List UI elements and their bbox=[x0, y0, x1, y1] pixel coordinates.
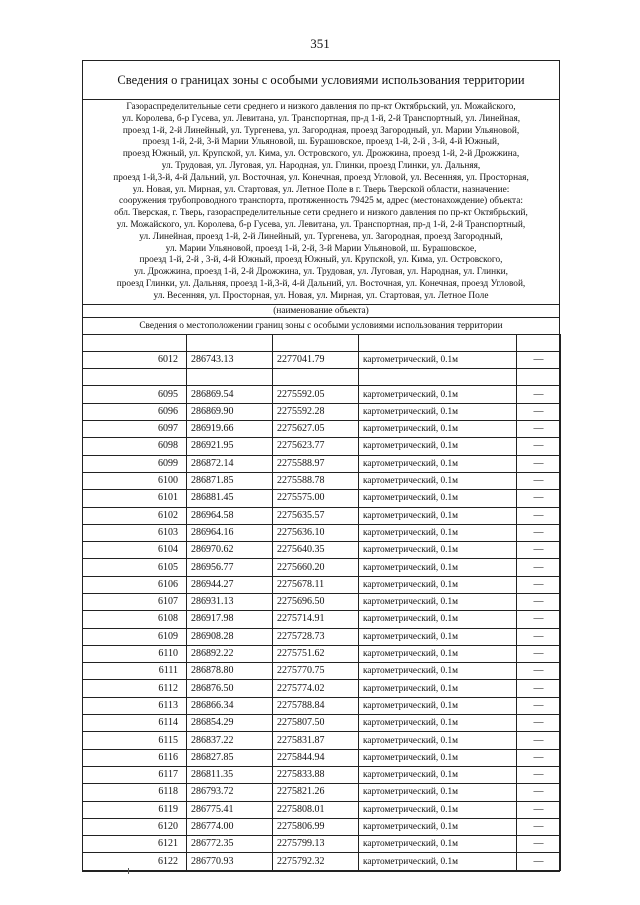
x-coordinate: 286881.45 bbox=[187, 490, 273, 507]
dash-cell: — bbox=[517, 576, 561, 593]
y-coordinate: 2275799.13 bbox=[273, 836, 359, 853]
point-number: 6103 bbox=[83, 524, 187, 541]
empty-cell bbox=[359, 369, 517, 386]
y-coordinate: 2275831.87 bbox=[273, 732, 359, 749]
x-coordinate: 286876.50 bbox=[187, 680, 273, 697]
determination-method: картометрический, 0.1м bbox=[359, 594, 517, 611]
point-number: 6119 bbox=[83, 801, 187, 818]
x-coordinate: 286917.98 bbox=[187, 611, 273, 628]
determination-method: картометрический, 0.1м bbox=[359, 490, 517, 507]
x-coordinate: 286931.13 bbox=[187, 594, 273, 611]
dash-cell: — bbox=[517, 818, 561, 835]
y-coordinate: 2275807.50 bbox=[273, 715, 359, 732]
dash-cell: — bbox=[517, 559, 561, 576]
determination-method: картометрический, 0.1м bbox=[359, 663, 517, 680]
pen-mark bbox=[128, 868, 129, 874]
empty-cell bbox=[273, 369, 359, 386]
table-row bbox=[83, 403, 561, 420]
determination-method: картометрический, 0.1м bbox=[359, 524, 517, 541]
table-row bbox=[83, 490, 561, 507]
point-number: 6107 bbox=[83, 594, 187, 611]
y-coordinate: 2275592.28 bbox=[273, 403, 359, 420]
point-number: 6096 bbox=[83, 403, 187, 420]
determination-method: картометрический, 0.1м bbox=[359, 455, 517, 472]
table-row bbox=[83, 472, 561, 489]
y-coordinate: 2275635.57 bbox=[273, 507, 359, 524]
dash-cell: — bbox=[517, 611, 561, 628]
point-number: 6121 bbox=[83, 836, 187, 853]
description-line: проезд 1-й, 2-й Линейный, ул. Тургенева, ул. Загородная, проезд Загородный, ул. Марии Ульяновой, bbox=[122, 125, 520, 136]
document-form bbox=[82, 60, 560, 872]
y-coordinate: 2275728.73 bbox=[273, 628, 359, 645]
y-coordinate: 2275588.78 bbox=[273, 472, 359, 489]
determination-method: картометрический, 0.1м bbox=[359, 542, 517, 559]
point-number: 6115 bbox=[83, 732, 187, 749]
point-number: 6117 bbox=[83, 766, 187, 783]
point-number: 6122 bbox=[83, 853, 187, 870]
x-coordinate: 286944.27 bbox=[187, 576, 273, 593]
y-coordinate: 2275770.75 bbox=[273, 663, 359, 680]
point-number: 6095 bbox=[83, 386, 187, 403]
x-coordinate: 286854.29 bbox=[187, 715, 273, 732]
y-coordinate: 2275678.11 bbox=[273, 576, 359, 593]
y-coordinate: 2277041.79 bbox=[273, 351, 359, 368]
description-line: ул. Дрожжина, проезд 1-й, 2-й Дрожжина, ул. Трудовая, ул. Луговая, ул. Народная, ул. Глинки, bbox=[134, 267, 508, 278]
determination-method: картометрический, 0.1м bbox=[359, 836, 517, 853]
determination-method: картометрический, 0.1м bbox=[359, 559, 517, 576]
determination-method: картометрический, 0.1м bbox=[359, 853, 517, 870]
empty-cell bbox=[517, 334, 561, 351]
y-coordinate: 2275640.35 bbox=[273, 542, 359, 559]
table-row bbox=[83, 784, 561, 801]
x-coordinate: 286811.35 bbox=[187, 766, 273, 783]
point-number: 6118 bbox=[83, 784, 187, 801]
point-number: 6105 bbox=[83, 559, 187, 576]
determination-method: картометрический, 0.1м bbox=[359, 403, 517, 420]
table-row bbox=[83, 559, 561, 576]
object-description bbox=[83, 100, 559, 304]
x-coordinate: 286793.72 bbox=[187, 784, 273, 801]
x-coordinate: 286872.14 bbox=[187, 455, 273, 472]
y-coordinate: 2275696.50 bbox=[273, 594, 359, 611]
point-number: 6112 bbox=[83, 680, 187, 697]
table-row bbox=[83, 542, 561, 559]
determination-method: картометрический, 0.1м bbox=[359, 507, 517, 524]
x-coordinate: 286869.90 bbox=[187, 403, 273, 420]
empty-cell bbox=[517, 369, 561, 386]
dash-cell: — bbox=[517, 645, 561, 662]
description-line: ул. Королева, б-р Гусева, ул. Левитана, ул. Транспортная, пр-д 1-й, 2-й Транспортный, ул. Линейная, bbox=[121, 113, 521, 124]
x-coordinate: 286964.16 bbox=[187, 524, 273, 541]
empty-row bbox=[83, 334, 561, 351]
x-coordinate: 286964.58 bbox=[187, 507, 273, 524]
point-number: 6113 bbox=[83, 697, 187, 714]
page-number: 351 bbox=[310, 36, 330, 51]
dash-cell: — bbox=[517, 749, 561, 766]
x-coordinate: 286956.77 bbox=[187, 559, 273, 576]
dash-cell: — bbox=[517, 524, 561, 541]
determination-method: картометрический, 0.1м bbox=[359, 386, 517, 403]
description-line: ул. Новая, ул. Мирная, ул. Стартовая, ул. Летное Поле в г. Тверь Тверской области, назначение: bbox=[132, 184, 510, 195]
dash-cell: — bbox=[517, 351, 561, 368]
y-coordinate: 2275588.97 bbox=[273, 455, 359, 472]
y-coordinate: 2275833.88 bbox=[273, 766, 359, 783]
table-row bbox=[83, 645, 561, 662]
y-coordinate: 2275821.26 bbox=[273, 784, 359, 801]
determination-method: картометрический, 0.1м bbox=[359, 576, 517, 593]
dash-cell: — bbox=[517, 853, 561, 870]
dash-cell: — bbox=[517, 472, 561, 489]
table-row bbox=[83, 628, 561, 645]
y-coordinate: 2275592.05 bbox=[273, 386, 359, 403]
dash-cell: — bbox=[517, 766, 561, 783]
table-row bbox=[83, 749, 561, 766]
x-coordinate: 286772.35 bbox=[187, 836, 273, 853]
table-row bbox=[83, 853, 561, 870]
table-row bbox=[83, 611, 561, 628]
determination-method: картометрический, 0.1м bbox=[359, 680, 517, 697]
y-coordinate: 2275636.10 bbox=[273, 524, 359, 541]
description-line: ул. Весенняя, ул. Просторная, ул. Новая, ул. Мирная, ул. Стартовая, ул. Летное Поле bbox=[153, 290, 489, 301]
point-number: 6111 bbox=[83, 663, 187, 680]
y-coordinate: 2275792.32 bbox=[273, 853, 359, 870]
dash-cell: — bbox=[517, 455, 561, 472]
dash-cell: — bbox=[517, 490, 561, 507]
point-number: 6110 bbox=[83, 645, 187, 662]
y-coordinate: 2275660.20 bbox=[273, 559, 359, 576]
x-coordinate: 286878.80 bbox=[187, 663, 273, 680]
description-line: Газораспределительные сети среднего и низкого давления по пр-кт Октябрьский, ул. Можайского, bbox=[126, 102, 516, 112]
point-number: 6116 bbox=[83, 749, 187, 766]
point-number: 6100 bbox=[83, 472, 187, 489]
point-number: 6120 bbox=[83, 818, 187, 835]
determination-method: картометрический, 0.1м bbox=[359, 732, 517, 749]
empty-cell bbox=[83, 369, 187, 386]
y-coordinate: 2275714.91 bbox=[273, 611, 359, 628]
point-number: 6098 bbox=[83, 438, 187, 455]
point-number: 6099 bbox=[83, 455, 187, 472]
dash-cell: — bbox=[517, 784, 561, 801]
table-row bbox=[83, 836, 561, 853]
y-coordinate: 2275808.01 bbox=[273, 801, 359, 818]
x-coordinate: 286919.66 bbox=[187, 421, 273, 438]
x-coordinate: 286921.95 bbox=[187, 438, 273, 455]
x-coordinate: 286869.54 bbox=[187, 386, 273, 403]
determination-method: картометрический, 0.1м bbox=[359, 421, 517, 438]
y-coordinate: 2275575.00 bbox=[273, 490, 359, 507]
coordinates-table bbox=[82, 334, 561, 871]
point-number: 6012 bbox=[83, 351, 187, 368]
x-coordinate: 286871.85 bbox=[187, 472, 273, 489]
determination-method: картометрический, 0.1м bbox=[359, 628, 517, 645]
x-coordinate: 286970.62 bbox=[187, 542, 273, 559]
y-coordinate: 2275774.02 bbox=[273, 680, 359, 697]
determination-method: картометрический, 0.1м bbox=[359, 438, 517, 455]
point-number: 6108 bbox=[83, 611, 187, 628]
table-row bbox=[83, 576, 561, 593]
determination-method: картометрический, 0.1м bbox=[359, 715, 517, 732]
determination-method: картометрический, 0.1м bbox=[359, 818, 517, 835]
determination-method: картометрический, 0.1м bbox=[359, 749, 517, 766]
description-line: проезд 1-й, 2-й, 3-й Марии Ульяновой, ш. Бурашовское, проезд 1-й, 2-й , 3-й, 4-й Южный, bbox=[142, 137, 500, 148]
x-coordinate: 286892.22 bbox=[187, 645, 273, 662]
x-coordinate: 286837.22 bbox=[187, 732, 273, 749]
dash-cell: — bbox=[517, 836, 561, 853]
x-coordinate: 286743.13 bbox=[187, 351, 273, 368]
determination-method: картометрический, 0.1м bbox=[359, 766, 517, 783]
y-coordinate: 2275788.84 bbox=[273, 697, 359, 714]
determination-method: картометрический, 0.1м bbox=[359, 784, 517, 801]
table-row bbox=[83, 351, 561, 368]
dash-cell: — bbox=[517, 715, 561, 732]
dash-cell: — bbox=[517, 542, 561, 559]
empty-row bbox=[83, 369, 561, 386]
table-row bbox=[83, 524, 561, 541]
y-coordinate: 2275844.94 bbox=[273, 749, 359, 766]
description-line: ул. Трудовая, ул. Луговая, ул. Народная, ул. Глинки, проезд Глинки, ул. Дальняя, bbox=[161, 160, 481, 171]
table-row bbox=[83, 801, 561, 818]
dash-cell: — bbox=[517, 801, 561, 818]
dash-cell: — bbox=[517, 732, 561, 749]
x-coordinate: 286770.93 bbox=[187, 853, 273, 870]
dash-cell: — bbox=[517, 697, 561, 714]
empty-cell bbox=[187, 369, 273, 386]
empty-cell bbox=[273, 334, 359, 351]
table-row bbox=[83, 663, 561, 680]
description-line: проезд 1-й, 2-й , 3-й, 4-й Южный, проезд Южный, ул. Крупской, ул. Кима, ул. Островского, bbox=[139, 255, 503, 266]
empty-cell bbox=[83, 334, 187, 351]
point-number: 6109 bbox=[83, 628, 187, 645]
x-coordinate: 286775.41 bbox=[187, 801, 273, 818]
dash-cell: — bbox=[517, 628, 561, 645]
y-coordinate: 2275627.05 bbox=[273, 421, 359, 438]
point-number: 6114 bbox=[83, 715, 187, 732]
description-line: ул. Линейная, проезд 1-й, 2-й Линейный, ул. Тургенева, ул. Загородная, проезд Загородный, bbox=[139, 231, 503, 242]
dash-cell: — bbox=[517, 663, 561, 680]
determination-method: картометрический, 0.1м bbox=[359, 472, 517, 489]
description-line: проезд Южный, ул. Крупской, ул. Кима, ул. Островского, ул. Дрожжина, проезд 1-й, 2-й Дрожжина, bbox=[122, 149, 520, 160]
determination-method: картометрический, 0.1м bbox=[359, 697, 517, 714]
point-number: 6101 bbox=[83, 490, 187, 507]
table-row bbox=[83, 680, 561, 697]
description-line: обл. Тверская, г. Тверь, газораспределительные сети среднего и низкого давления по пр-кт Октябрьский, bbox=[114, 208, 528, 219]
determination-method: картометрический, 0.1м bbox=[359, 801, 517, 818]
description-line: сооружения трубопроводного транспорта, протяженность 79425 м, адрес (местонахождение) объекта: bbox=[119, 196, 523, 207]
form-title: Сведения о границах зоны с особыми условиями использования территории bbox=[83, 61, 559, 100]
dash-cell: — bbox=[517, 438, 561, 455]
x-coordinate: 286866.34 bbox=[187, 697, 273, 714]
determination-method: картометрический, 0.1м bbox=[359, 351, 517, 368]
x-coordinate: 286908.28 bbox=[187, 628, 273, 645]
description-line: проезд 1-й,3-й, 4-й Дальний, ул. Восточная, ул. Конечная, проезд Угловой, ул. Весенняя, ул. Просторная, bbox=[113, 172, 529, 183]
empty-cell bbox=[187, 334, 273, 351]
y-coordinate: 2275751.62 bbox=[273, 645, 359, 662]
table-row bbox=[83, 421, 561, 438]
dash-cell: — bbox=[517, 421, 561, 438]
dash-cell: — bbox=[517, 680, 561, 697]
dash-cell: — bbox=[517, 507, 561, 524]
table-row bbox=[83, 732, 561, 749]
location-heading: Сведения о местоположении границ зоны с особыми условиями использования территории bbox=[83, 317, 559, 334]
table-row bbox=[83, 697, 561, 714]
dash-cell: — bbox=[517, 403, 561, 420]
point-number: 6106 bbox=[83, 576, 187, 593]
table-row bbox=[83, 766, 561, 783]
table-row bbox=[83, 438, 561, 455]
table-row bbox=[83, 455, 561, 472]
point-number: 6104 bbox=[83, 542, 187, 559]
point-number: 6102 bbox=[83, 507, 187, 524]
table-row bbox=[83, 507, 561, 524]
x-coordinate: 286774.00 bbox=[187, 818, 273, 835]
description-line: ул. Можайского, ул. Королева, б-р Гусева, ул. Левитана, ул. Транспортная, пр-д 1-й, 2-й Транспортный, bbox=[116, 219, 526, 230]
x-coordinate: 286827.85 bbox=[187, 749, 273, 766]
table-row bbox=[83, 818, 561, 835]
object-name-label: (наименование объекта) bbox=[83, 304, 559, 317]
dash-cell: — bbox=[517, 594, 561, 611]
determination-method: картометрический, 0.1м bbox=[359, 611, 517, 628]
empty-cell bbox=[359, 334, 517, 351]
y-coordinate: 2275623.77 bbox=[273, 438, 359, 455]
table-row bbox=[83, 386, 561, 403]
point-number: 6097 bbox=[83, 421, 187, 438]
description-line: ул. Марии Ульяновой, проезд 1-й, 2-й, 3-й Марии Ульяновой, ш. Бурашовское, bbox=[165, 243, 477, 254]
determination-method: картометрический, 0.1м bbox=[359, 645, 517, 662]
table-row bbox=[83, 594, 561, 611]
table-row bbox=[83, 715, 561, 732]
dash-cell: — bbox=[517, 386, 561, 403]
description-line: проезд Глинки, ул. Дальняя, проезд 1-й,3-й, 4-й Дальний, ул. Восточная, ул. Конечная, проезд Угловой, bbox=[116, 278, 526, 289]
y-coordinate: 2275806.99 bbox=[273, 818, 359, 835]
